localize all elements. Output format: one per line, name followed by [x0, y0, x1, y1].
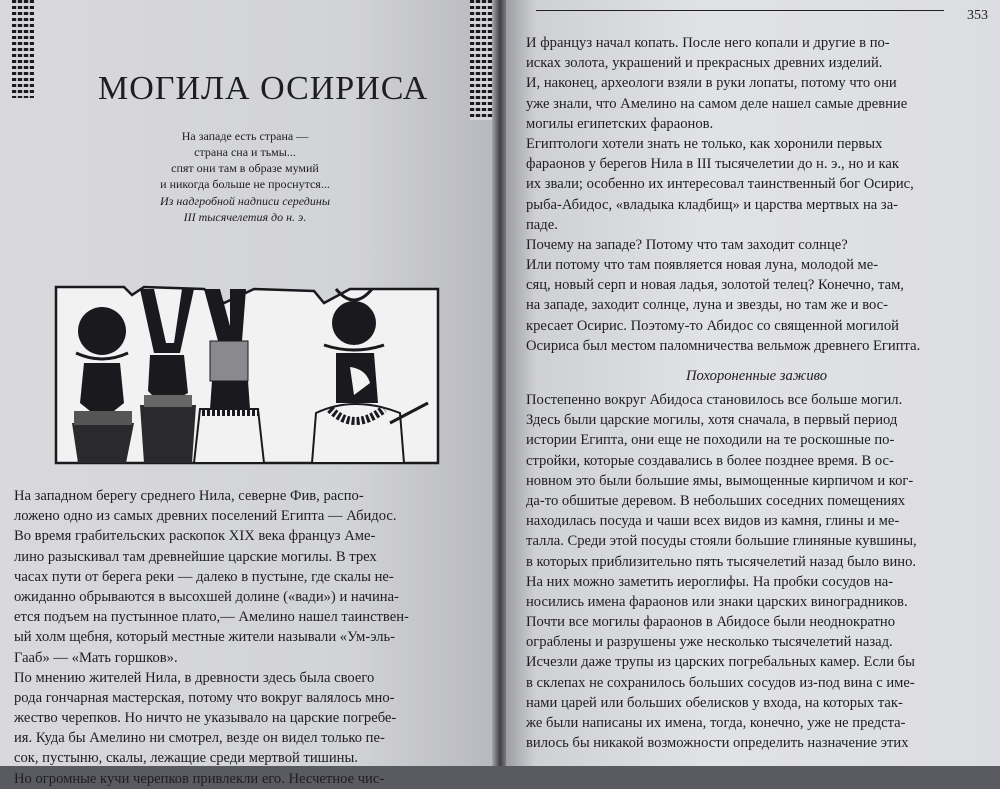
text-line: истории Египта, они еще не походили на те роскошные по-: [526, 432, 895, 449]
text-line: на западе, заходит солнце, луна и звезды, но там же и вос-: [526, 297, 889, 314]
text-line: талла. Среди этой посуды стояли большие глиняные кувшины,: [526, 533, 917, 550]
epigraph: [120, 128, 370, 192]
text-line: Но огромные кучи черепков привлекли его. Несчетное чис-: [14, 770, 385, 787]
left-page: [0, 0, 500, 787]
text-line: часах пути от берега реки — далеко в пустыне, где скалы не-: [14, 568, 394, 585]
text-line: Или потому что там появляется новая луна, молодой ме-: [526, 257, 879, 274]
epigraph-source-line: Из надгробной надписи середины: [160, 194, 330, 208]
right-body-text-top: [526, 33, 994, 356]
text-line: стройки, которые создавались в более позднее время. В ос-: [526, 452, 894, 469]
text-line: ложено одно из самых древних поселений Египта — Абидос.: [14, 508, 397, 525]
text-line: Египтологи хотели знать не только, как хоронили первых: [526, 135, 883, 152]
epigraph-line: страна сна и тьмы...: [194, 145, 296, 159]
text-line: вилось бы никакой возможности определить назначение этих: [526, 735, 909, 752]
text-line: На них можно заметить иероглифы. На пробки сосудов на-: [526, 573, 894, 590]
left-body-text: [14, 486, 482, 789]
text-line: Осириса был местом паломничества вельмож древнего Египта.: [526, 337, 921, 354]
text-line: На западном берегу среднего Нила, северне Фив, распо-: [14, 488, 364, 504]
ornament-right: [470, 0, 492, 120]
right-body-text-bottom: [526, 390, 994, 753]
text-line: Почему на западе? Потому что там заходит солнце?: [526, 236, 848, 253]
text-line: могилы египетских фараонов.: [526, 115, 714, 132]
epigraph-source: [120, 193, 370, 225]
text-line: исках золота, украшений и прекрасных древних изделий.: [526, 55, 883, 72]
text-line: Здесь были царские могилы, хотя сначала, в первый период: [526, 412, 898, 429]
epigraph-line: спят они там в образе мумий: [171, 161, 319, 175]
text-line: ограблены и разрушены уже несколько тысячелетий назад.: [526, 634, 893, 651]
text-line: находилась посуда и чаши всех видов из камня, глины и ме-: [526, 513, 900, 530]
text-line: фараонов у берегов Нила в III тысячелетии до н. э., но и как: [526, 156, 899, 173]
text-line: Почти все могилы фараонов в Абидосе были неоднократно: [526, 614, 896, 631]
text-line: Гааб» — «Мать горшков».: [14, 649, 178, 666]
text-line: нами царей или больших обелисков у входа, на которых так-: [526, 694, 903, 711]
ornament-left: [12, 0, 34, 98]
text-line: сок, пустыню, скалы, лежащие среди мертвой тишины.: [14, 750, 358, 767]
text-line: ия. Куда бы Амелино ни смотрел, везде он видел только пе-: [14, 730, 385, 747]
text-line: в склепах не сохранилось больших сосудов из-под вина с име-: [526, 674, 915, 691]
header-rule: [536, 10, 944, 11]
section-heading: Похороненные заживо: [686, 368, 828, 384]
text-line: ый холм щебня, который местные жители называли «Ум-эль-: [14, 629, 396, 646]
chapter-title: МОГИЛА ОСИРИСА: [98, 70, 429, 107]
text-line: уже знали, что Амелино на самом деле нашел самые древние: [526, 95, 908, 112]
text-line: лино разыскивал там древнейшие царские могилы. В трех: [14, 548, 377, 565]
egyptian-figures-illustration: [54, 283, 440, 465]
text-line: их звали; особенно их интересовал таинственный бог Осирис,: [526, 176, 914, 193]
text-line: же были написаны их имена, тогда, конечно, уже не предста-: [526, 715, 906, 731]
text-line: да-то обшитые деревом. В небольших соседних помещениях: [526, 492, 906, 509]
text-line: носились имена фараонов или знаки царских виноградников.: [526, 593, 908, 610]
epigraph-line: и никогда больше не проснутся...: [160, 177, 330, 191]
text-line: Исчезли даже трупы из царских погребальных камер. Если бы: [526, 654, 915, 671]
text-line: И, наконец, археологи взяли в руки лопаты, потому что они: [526, 75, 897, 92]
page-number: 353: [967, 8, 988, 23]
text-line: По мнению жителей Нила, в древности здесь была своего: [14, 669, 375, 686]
text-line: рыба-Абидос, «владыка кладбищ» и царства мертвых на за-: [526, 196, 899, 213]
epigraph-line: На западе есть страна —: [181, 129, 309, 143]
epigraph-source-line: III тысячелетия до н. э.: [183, 210, 307, 224]
text-line: рода гончарная мастерская, потому что вокруг валялось мно-: [14, 689, 395, 706]
text-line: новном это были большие ямы, вымощенные кирпичом и ког-: [526, 472, 914, 489]
text-line: кресает Осирис. Поэтому-то Абидос со священной могилой: [526, 317, 899, 334]
text-line: ожиданно обрываются в высохшей долине («вади») и начина-: [14, 588, 399, 605]
text-line: Постепенно вокруг Абидоса становилось все больше могил.: [526, 392, 903, 408]
text-line: Во время грабительских раскопок XIX века француз Аме-: [14, 528, 376, 545]
text-line: паде.: [526, 216, 558, 233]
text-line: ется подъем на пустынное плато,— Амелино нашел таинствен-: [14, 609, 409, 626]
text-line: жество черепков. Но ничто не указывало на царские погребе-: [14, 710, 397, 727]
text-line: в которых приблизительно пять тысячелетий назад было вино.: [526, 553, 917, 570]
text-line: И француз начал копать. После него копали и другие в по-: [526, 35, 890, 51]
right-page: [506, 0, 1000, 766]
text-line: сяц, новый серп и новая ладья, золотой телец? Конечно, там,: [526, 277, 904, 294]
